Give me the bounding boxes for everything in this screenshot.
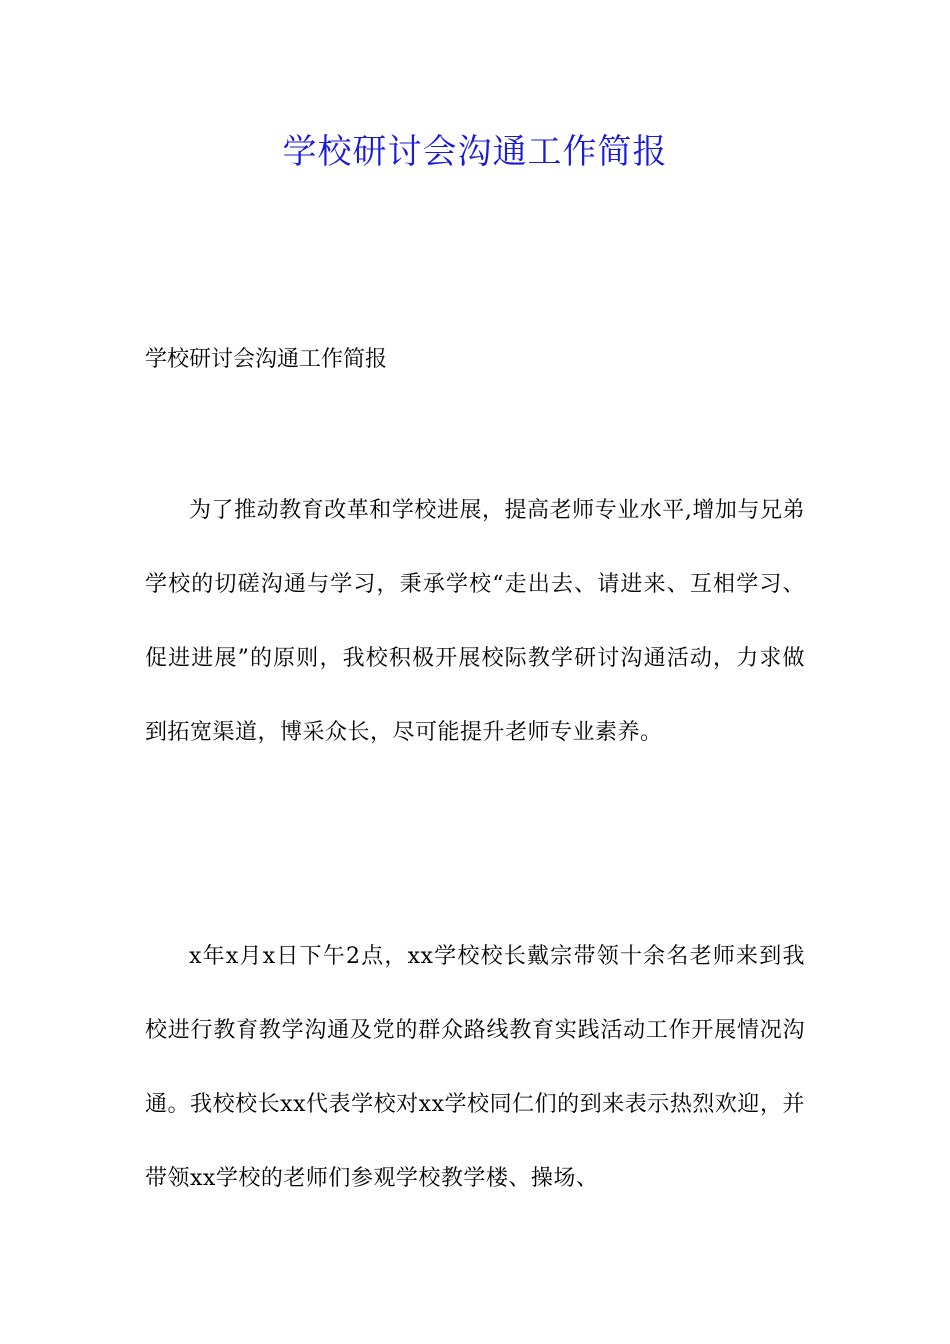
document-title: 学校研讨会沟通工作简报 — [282, 132, 668, 172]
document-subtitle: 学校研讨会沟通工作简报 — [145, 347, 388, 372]
paragraph-intro: 为了推动教育改革和学校进展，提高老师专业水平,增加与兄弟学校的切磋沟通与学习，秉承学校“走出去、请进来、互相学习、促进进展”的原则，我校积极开展校际教学研讨沟通活动，力求做到拓宽渠道，博采众长，尽可能提升老师专业素养。 — [145, 498, 805, 745]
paragraph-visit: x年x月x日下午2点，xx学校校长戴宗带领十余名老师来到我校进行教育教学沟通及党的群众路线教育实践活动工作开展情况沟通。我校校长xx代表学校对xx学校同仁们的到来表示热烈欢迎，并带领xx学校的老师们参观学校教学楼、操场、 — [145, 944, 805, 1191]
